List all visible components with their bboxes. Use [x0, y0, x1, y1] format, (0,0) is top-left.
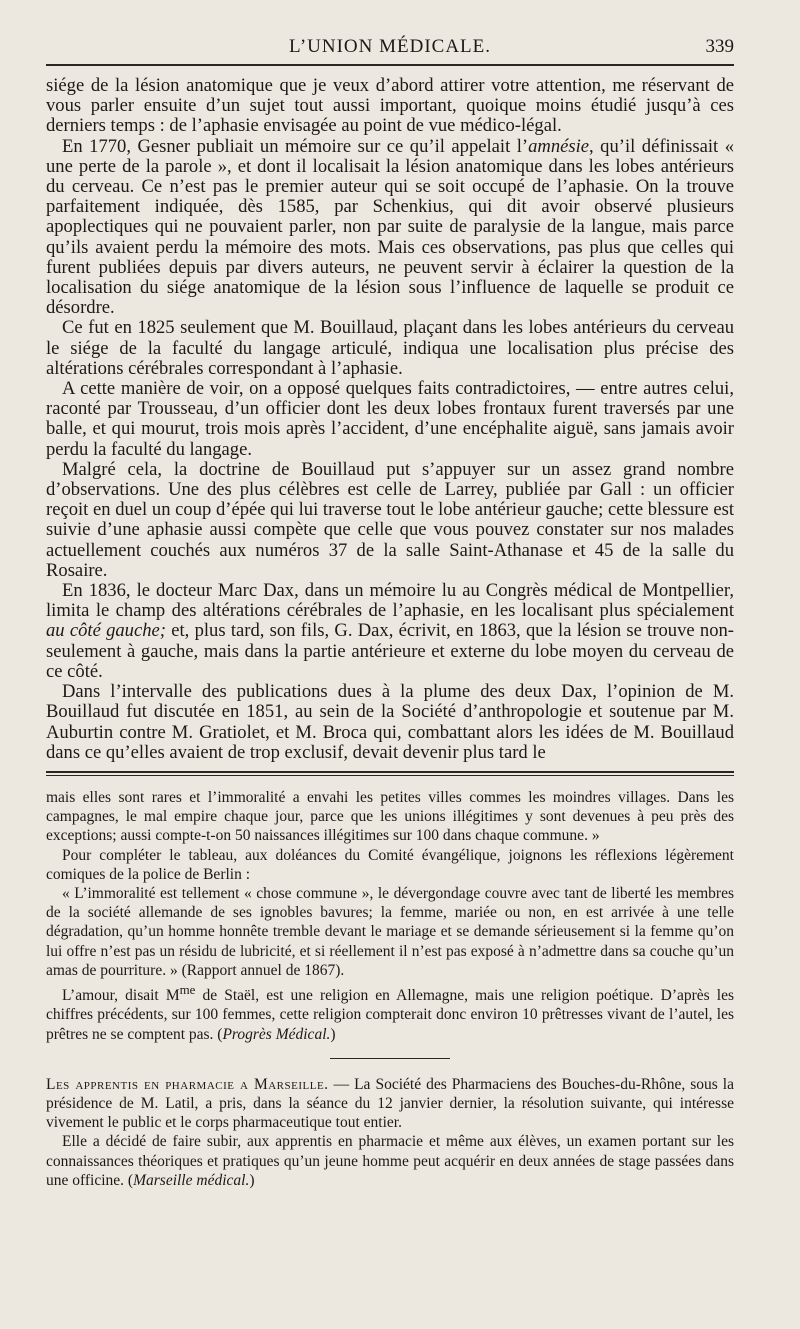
italic-term: amnésie	[528, 135, 590, 157]
text-run: — La Société des Pharmaciens des Bouches-du-Rhône, sous la présidence de M. Latil, a pris, dans la séance du 12 janvier dernier, la résolution suivante, qui intéresse vivement le public et le corps pharmaceutique tout entier.	[46, 1075, 734, 1132]
lower-column	[46, 788, 734, 1190]
paragraph	[46, 137, 734, 319]
source-citation: Progrès Médical.	[222, 1025, 331, 1043]
text-run: En 1770, Gesner publiait un mémoire sur ce qu’il appelait l’	[62, 135, 529, 157]
section-divider	[46, 771, 734, 776]
paragraph: A cette manière de voir, on a opposé quelques faits contradictoires, — entre autres celui, raconté par Trousseau, d’un officier dont les deux lobes frontaux furent traversés par une balle, et qui mourut, trois mois après l’accident, d’une encéphalite aiguë, sans jamais avoir perdu la faculté du langage.	[46, 378, 734, 460]
paragraph: Pour compléter le tableau, aux doléances du Comité évangélique, joignons les réflexions légèrement comiques de la police de Berlin :	[46, 846, 734, 883]
text-run: , qu’il définissait « une perte de la parole », et dont il localisait la lésion anatomique dans les lobes antérieurs du cerveau. Ce n’est pas le premier auteur qui se soit occupé de l’aphasie. On la trouve parfaitement indiquée, dès 1585, par Schenkius, qui dit avoir observé plusieurs apoplectiques qui ne pouvaient parler, non par suite de paralysie de la langue, mais parce qu’ils avaient perdu la mémoire des mots. Mais ces observations, pas plus que celles qui furent publiées depuis par divers auteurs, ne peuvent servir à éclairer la question de la localisation du siége anatomique de la lésion sous l’influence de laquelle se produit ce désordre.	[46, 135, 734, 319]
text-run: et, plus tard, son fils, G. Dax, écrivit, en 1863, que la lésion se trouve non-seulement à gauche, mais dans la partie antérieure et externe du lobe moyen du cerveau de ce côté.	[46, 620, 735, 682]
paragraph: mais elles sont rares et l’immoralité a envahi les petites villes commes les moindres villages. Dans les campagnes, le mal empire chaque jour, parce que les unions illégitimes y sont devenues à peu près des exceptions; aussi compte-t-on 50 naissances illégitimes sur 100 dans chaque commune. »	[46, 788, 734, 845]
text-run: En 1836, le docteur Marc Dax, dans un mémoire lu au Congrès médical de Montpellier, limita le champ des altérations cérébrales de l’aphasie, en les localisant plus spécialement	[46, 580, 734, 622]
paragraph: siége de la lésion anatomique que je veux d’abord attirer votre attention, me réservant de vous parler ensuite d’un sujet tout aussi important, quoique moins étudié jusqu’à ces derniers temps : de l’aphasie envisagée au point de vue médico-légal.	[46, 75, 734, 137]
paragraph: Dans l’intervalle des publications dues à la plume des deux Dax, l’opinion de M. Bouillaud fut discutée en 1851, au sein de la Société d’anthropologie et soutenue par M. Auburtin contre M. Gratiolet, et M. Broca qui, combattant alors les idées de M. Bouillaud dans ce qu’elles avaient de trop exclusif, devait devenir plus tard le	[46, 681, 734, 763]
text-run: )	[330, 1025, 336, 1043]
text-run: L’amour, disait M	[62, 987, 180, 1005]
paragraph	[46, 1132, 734, 1190]
paragraph: « L’immoralité est tellement « chose commune », le dévergondage couvre avec tant de liberté les membres de la société allemande de ses ignobles bavures; la femme, mariée ou non, en est arrivée à une telle dégradation, qu’un homme honnête tremble devant le mariage et se demande sérieusement si la femme qu’on lui offre n’est pas un résidu de lubricité, et si réellement il n’est pas exposé à n’admettre dans sa couche qu’un amas de pourriture. » (Rapport annuel de 1867).	[46, 884, 734, 979]
journal-title: L’UNION MÉDICALE.	[288, 36, 492, 57]
text-run: de Staël, est une religion en Allemagne, mais une religion poétique. D’après les chiffres précédents, sur 100 femmes, cette religion compterait donc environ 10 prêtresses vivant de l’autel, les prêtres ne se comptent pas. (	[46, 987, 734, 1043]
text-run: )	[249, 1171, 255, 1189]
paragraph: Ce fut en 1825 seulement que M. Bouillaud, plaçant dans les lobes antérieurs du cerveau le siége de la faculté du langage articulé, indiqua une localisation plus précise des altérations cérébrales correspondant à l’aphasie.	[46, 317, 734, 379]
paragraph	[46, 980, 734, 1044]
italic-term: au côté gauche;	[46, 620, 166, 642]
source-citation: Marseille médical.	[133, 1171, 250, 1189]
short-divider	[330, 1058, 450, 1059]
page-number: 339	[705, 36, 734, 57]
paragraph	[46, 581, 734, 682]
main-text	[46, 76, 734, 763]
text-run: Elle a décidé de faire subir, aux apprentis en pharmacie et même aux élèves, un examen portant sur les connaissances théoriques et pratiques qu’un jeune homme peut acquérir en deux années de stage passées dans une officine. (	[46, 1133, 734, 1189]
paragraph: Malgré cela, la doctrine de Bouillaud put s’appuyer sur un assez grand nombre d’observations. Une des plus célèbres est celle de Larrey, publiée par Gall : un officier reçoit en duel un coup d’épée qui lui traverse tout le lobe antérieur gauche; cette blessure est suivie d’une aphasie aussi compète que celle que vous pouvez constater sur nos malades actuellement couchés aux numéros 37 de la salle Saint-Athanase et 45 de la salle du Rosaire.	[46, 458, 734, 581]
article-heading: Les apprentis en pharmacie a Marseille.	[46, 1075, 329, 1093]
running-head	[46, 30, 734, 66]
superscript: me	[179, 981, 196, 997]
paragraph	[46, 1075, 734, 1133]
